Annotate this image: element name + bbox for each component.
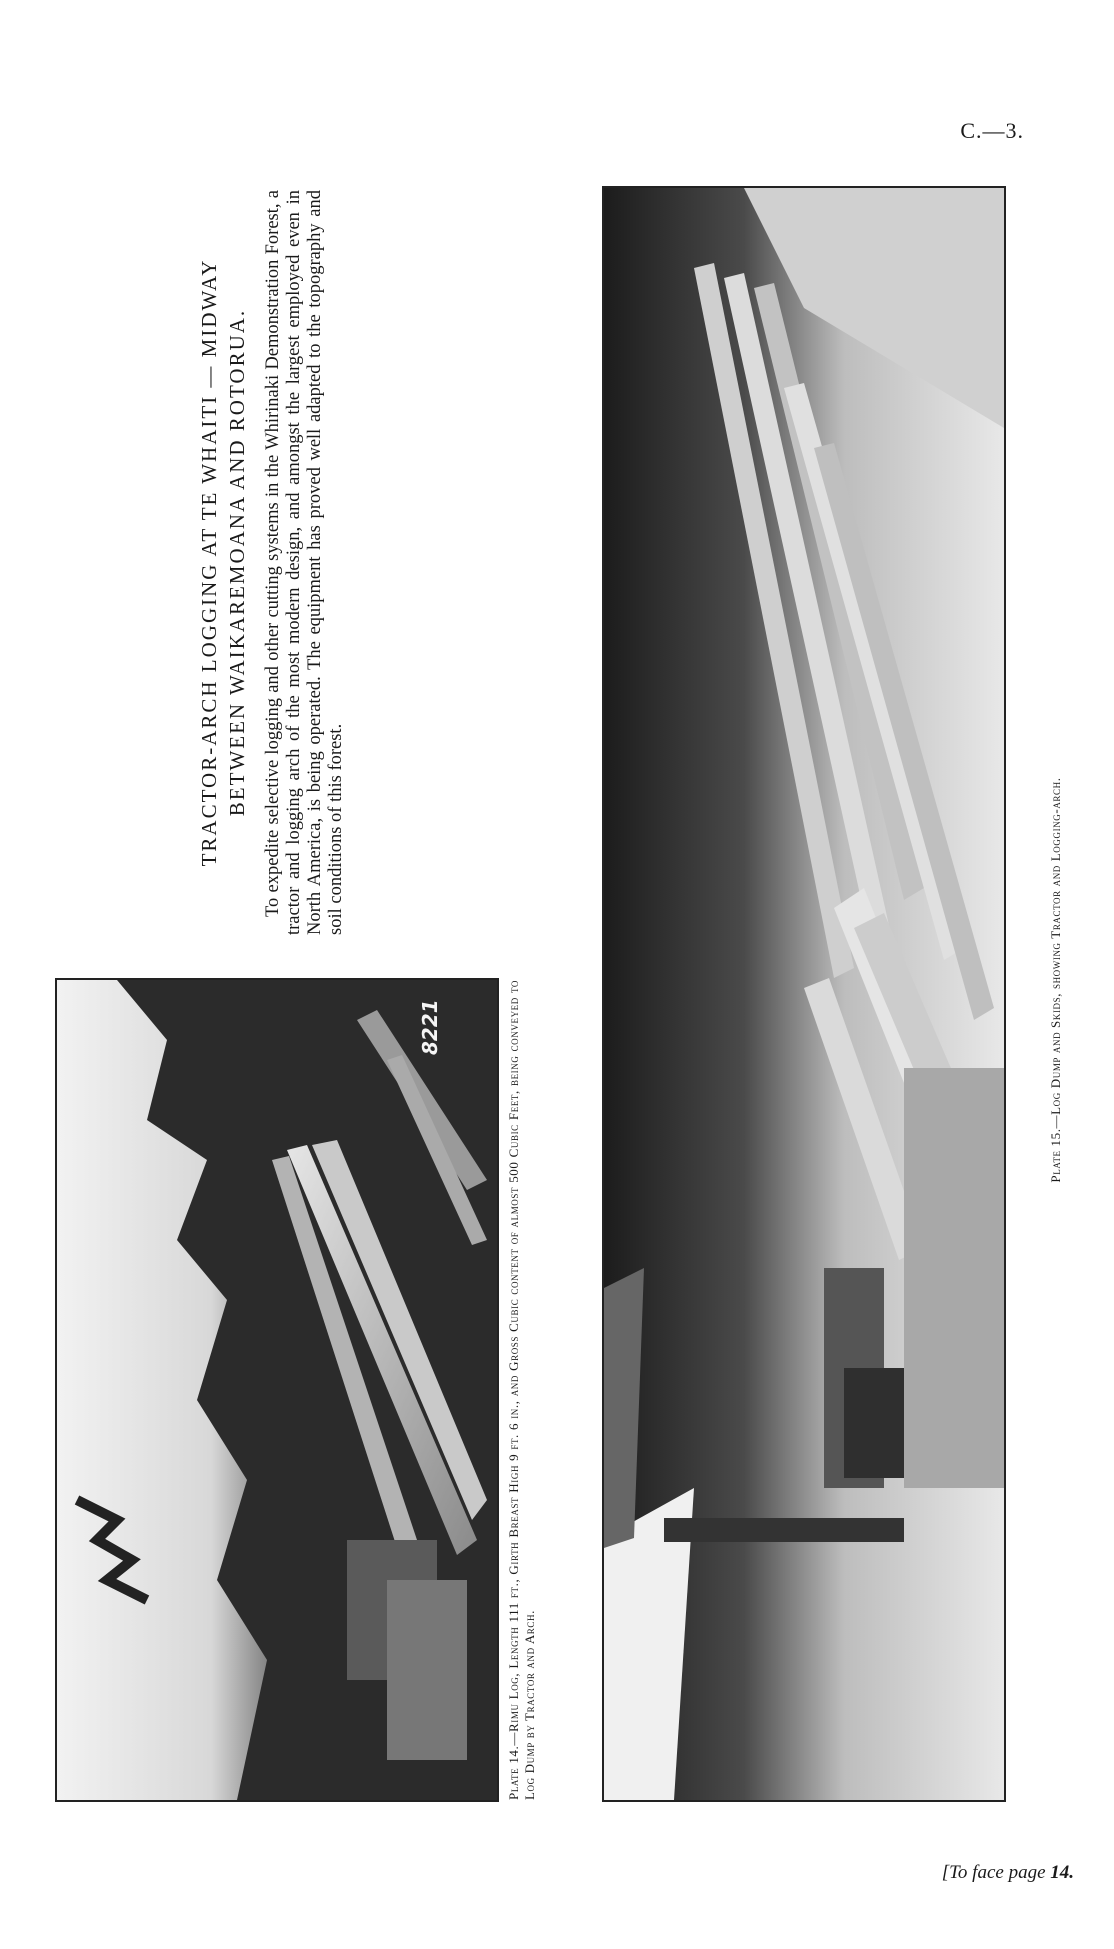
- page-code: C.—3.: [960, 118, 1024, 143]
- article-title: [195, 190, 251, 935]
- plate-14-photo: [55, 978, 499, 1802]
- title-line-1: TRACTOR-ARCH LOGGING AT TE WHAITI — MIDWAY: [197, 258, 221, 867]
- plate-14-caption: Plate 14.—Rimu Log, Length 111 ft., Girth Breast High 9 ft. 6 in., and Gross Cubic content of almost 500 Cubic Feet, being conveyed to Log Dump by Tractor and Arch.: [506, 980, 537, 1800]
- plate-15-photo: [602, 186, 1006, 1802]
- photo-number: 8221: [418, 999, 442, 1055]
- title-line-2: BETWEEN WAIKAREMOANA AND ROTORUA.: [225, 308, 249, 817]
- face-page-number: 14.: [1050, 1862, 1074, 1883]
- article-text-block: [195, 190, 347, 935]
- plate-15-caption: Plate 15.—Log Dump and Skids, showing Tractor and Logging-arch.: [1048, 777, 1063, 1183]
- rimu-log-image: [57, 980, 497, 1800]
- face-page-prefix: [To face page: [941, 1862, 1051, 1883]
- face-page-note: [942, 1862, 1074, 1884]
- log-dump-image: [604, 188, 1004, 1800]
- article-body: To expedite selective logging and other cutting systems in the Whirinaki Demonstration Forest, a tractor and logging arch of the most modern design, and amongst the largest employed even in North America, is being operated. The equipment has proved well adapted to the topography and soil conditions of this forest.: [263, 190, 346, 935]
